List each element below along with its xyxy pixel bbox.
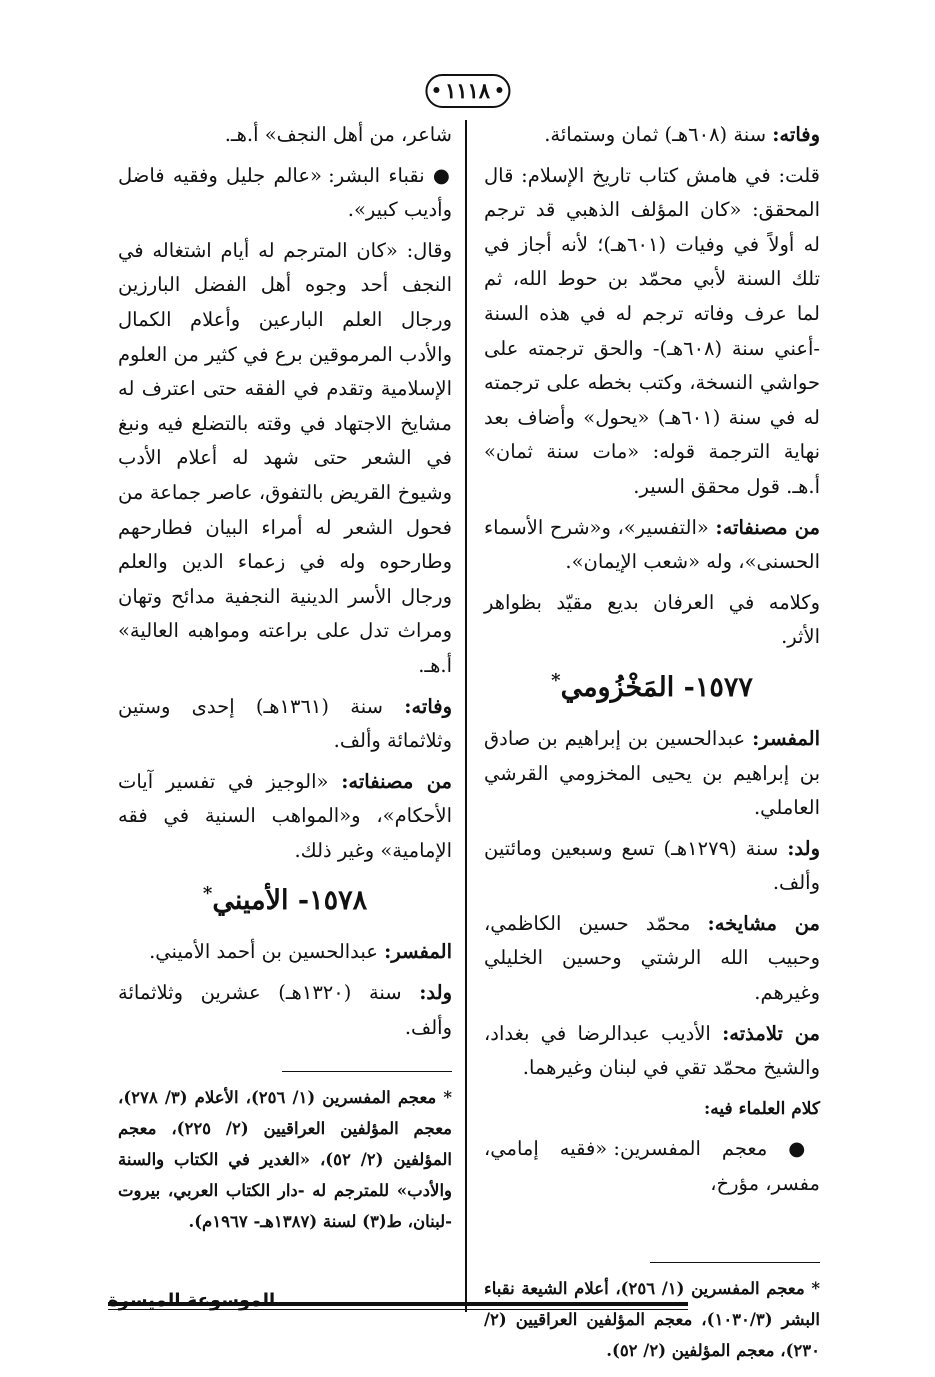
entry-title-1578: ١٥٧٨- الأميني* <box>202 883 368 917</box>
teachers-paragraph: من مشايخه: محمّد حسين الكاظمي، وحبيب الله الرشتي وحسين الخليلي وغيرهم. <box>484 911 820 1005</box>
scholars-subheading: كلام العلماء فيه: <box>704 1098 820 1119</box>
page-number: ١١١٨ <box>425 74 510 108</box>
asterisk-icon: * <box>551 669 561 691</box>
left-column <box>118 118 452 1237</box>
works-paragraph: من مصنفاته: «الوجيز في تفسير آيات الأحكام»، و«المواهب السنية في فقه الإمامية» وغير ذلك. <box>118 769 452 862</box>
asterisk-icon: * <box>202 883 213 905</box>
quote-paragraph: ● نقباء البشر: «عالم جليل وفقيه فاضل وأديب كبير». <box>118 163 452 222</box>
biography-paragraph: وقال: «كان المترجم له أيام اشتغاله في النجف أحد وجوه أهل الفضل البارزين ورجال العلم البارعين وأعلام الكمال والأدب المرموقين برع في كثير من العلوم الإسلامية وتقدم في الفقه حتى اعترف له مشايخ الاجتهاد في وقته بالتضلع فيه ونبغ في الشعر حتى شهد له أعلام الأدب وشيوخ القريض بالتفوق، عاصر جماعة من فحول الشعر له أمراء البيان فطارحهم وطارحوه وله في زعماء الدين والعلم ورجال الأسر الدينية النجفية مدائح وتهان ومراث تدل على براعته ومواهبه العالية» أ.هـ. <box>117 238 452 677</box>
birth-paragraph: ولد: سنة (١٣٢٠هـ) عشرين وثلاثمائة وألف. <box>118 981 452 1039</box>
footnote: * معجم المفسرين (١/ ٢٥٦)، الأعلام (٣/ ٢٧٨)، معجم المؤلفين العراقيين (٢/ ٢٢٥)، معجم المؤلفين (٢/ ٥٢)، «الغدير في الكتاب والسنة والأدب» للمترجم له -دار الكتاب العربي، بيروت -لبنان، ط(٣) لسنة (١٣٨٧هـ- ١٩٦٧م). <box>118 1088 452 1232</box>
continuation-paragraph: شاعر، من أهل النجف» أ.هـ. <box>224 123 452 146</box>
note-paragraph: قلت: في هامش كتاب تاريخ الإسلام: قال المحقق: «كان المؤلف الذهبي قد ترجم له أولاً في وفيات (٦٠١هـ)؛ لأنه أجاز في تلك السنة لأبي محمّد بن حوط الله، ثم لما عرف وفاته ترجم له في هذه السنة -أعني سنة (٦٠٨هـ)- والحق ترجمته على حواشي النسخة، وكتب بخطه على ترجمته له في سنة (٦٠١هـ) «يحول» وأضاف بعد نهاية الترجمة قوله: «مات سنة ثمان» أ.هـ. قول محقق السير. <box>484 163 820 498</box>
name-paragraph: المفسر: عبدالحسين بن أحمد الأميني. <box>149 940 452 964</box>
right-column <box>484 118 820 1366</box>
footnote: * معجم المفسرين (١/ ٢٥٦)، أعلام الشيعة نقباء البشر (١٠٣٠/٣)، معجم المؤلفين العراقيين (٢/ ٢٣٠)، معجم المؤلفين (٢/ ٥٢). <box>484 1278 820 1360</box>
students-paragraph: من تلامذته: الأديب عبدالرضا في بغداد، والشيخ محمّد تقي في لبنان وغيرهما. <box>484 1021 820 1080</box>
remark-paragraph: وكلامه في العرفان بديع مقيّد بظواهر الأثر. <box>484 590 820 649</box>
death-date-paragraph: وفاته: سنة (١٣٦١هـ) إحدى وستين وثلاثمائة وألف. <box>118 694 453 753</box>
death-date-paragraph: وفاته: سنة (٦٠٨هـ) ثمان وستمائة. <box>544 123 820 146</box>
name-paragraph: المفسر: عبدالحسين بن إبراهيم بن صادق بن إبراهيم بن يحيى المخزومي القرشي العاملي. <box>484 726 820 820</box>
column-divider <box>465 120 467 1312</box>
running-footer-title: الموسوعة الميسرة <box>108 1290 276 1311</box>
quote-paragraph: ● معجم المفسرين: «فقيه إمامي، مفسر، مؤرخ، <box>484 1137 820 1196</box>
page-footer <box>108 1290 820 1320</box>
birth-paragraph: ولد: سنة (١٢٧٩هـ) تسع وسبعين ومائتين وألف. <box>484 836 820 895</box>
entry-title-1577: ١٥٧٧- المَخْزُومي* <box>551 669 753 703</box>
footnote-separator <box>282 1071 452 1072</box>
works-paragraph: من مصنفاته: «التفسير»، و«شرح الأسماء الحسنى»، وله «شعب الإيمان». <box>484 515 820 574</box>
footnote-separator <box>650 1262 820 1263</box>
